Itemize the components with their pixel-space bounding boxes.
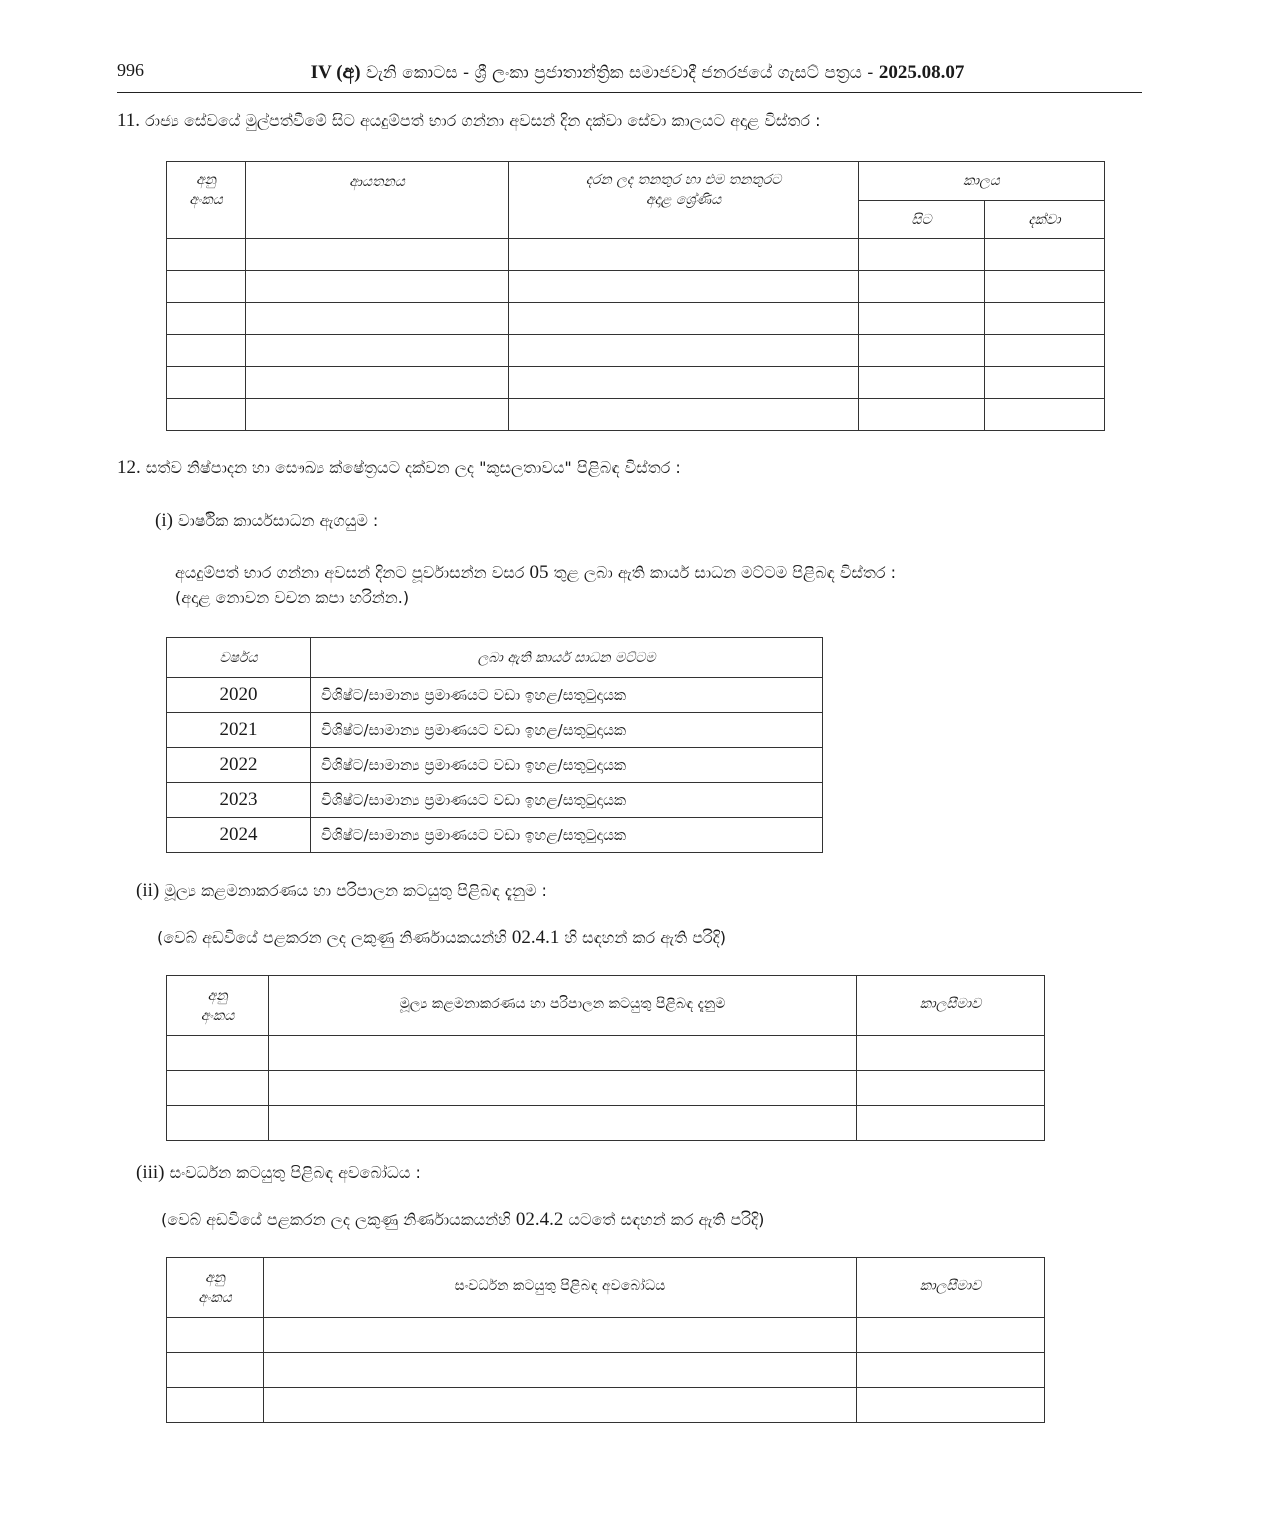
part-ii-title: මූල්‍ය කළමනාකරණය හා පරිපාලන කටයුතු පිළිබඳ දැනුම :	[164, 881, 547, 900]
table-cell	[509, 399, 859, 431]
table-row	[167, 713, 823, 748]
table-cell	[269, 1071, 857, 1106]
section-11-number: 11.	[117, 110, 141, 131]
financial-col-serial-line2: අංකය	[200, 1007, 235, 1024]
development-col-time: කාලසීමාව	[857, 1258, 1045, 1318]
section-12-text: සත්ව නිෂ්පාදන හා සෞඛ්‍ය ක්ෂේත්‍රයට දක්වන ලද "කුසලතාවය" පිළිබඳ විස්තර :	[145, 458, 681, 477]
table-row	[167, 818, 823, 853]
financial-col-serial	[167, 976, 269, 1036]
performance-level: විශිෂ්ට/සාමාන්‍ය ප්‍රමාණයට වඩා ඉහළ/සතුටුදායක	[311, 678, 823, 713]
table-cell	[509, 303, 859, 335]
service-col-institution: ආයතනය	[246, 162, 509, 239]
header-rule	[117, 92, 1142, 93]
table-cell	[246, 367, 509, 399]
part-ii-note	[157, 927, 726, 949]
table-cell	[246, 399, 509, 431]
part-ii-heading	[136, 880, 547, 902]
table-cell	[857, 1106, 1045, 1141]
table-row	[167, 678, 823, 713]
part-ii-label: (ii)	[136, 880, 160, 901]
table-cell	[264, 1318, 857, 1353]
service-col-position	[509, 162, 859, 239]
financial-knowledge-table	[166, 975, 1045, 1141]
table-cell	[857, 1318, 1045, 1353]
service-history-table	[166, 161, 1105, 431]
development-col-serial-line1: අනු	[205, 1269, 225, 1286]
page-number: 996	[117, 60, 144, 80]
financial-col-time: කාලසීමාව	[857, 976, 1045, 1036]
table-cell	[167, 1106, 269, 1141]
development-col-serial	[167, 1258, 264, 1318]
development-table	[166, 1257, 1045, 1423]
table-cell	[167, 1353, 264, 1388]
performance-year: 2022	[167, 748, 311, 783]
performance-year: 2021	[167, 713, 311, 748]
table-cell	[985, 399, 1105, 431]
header-part: IV (අ)	[310, 62, 361, 83]
part-iii-note-post: යටතේ සඳහන් කර ඇති පරිදි)	[568, 1210, 765, 1229]
table-cell	[985, 271, 1105, 303]
performance-level: විශිෂ්ට/සාමාන්‍ය ප්‍රමාණයට වඩා ඉහළ/සතුටුදායක	[311, 748, 823, 783]
development-col-serial-line2: අංකය	[198, 1289, 232, 1306]
part-i-desc-pre: අයදුම්පත් භාර ගන්නා අවසන් දිනට පූර්වාසන්න වසර	[175, 563, 525, 582]
table-cell	[985, 239, 1105, 271]
table-cell	[246, 271, 509, 303]
financial-col-serial-line1: අනු	[207, 987, 228, 1004]
part-i-note: (අදාළ නොවන වචන කපා හරින්න.)	[175, 588, 410, 607]
performance-level: විශිෂ්ට/සාමාන්‍ය ප්‍රමාණයට වඩා ඉහළ/සතුටුදායක	[311, 783, 823, 818]
service-col-to: දක්වා	[985, 201, 1105, 239]
part-i-title: වාර්ෂික කාර්යසාධන ඇගයුම :	[178, 511, 379, 530]
section-11-text: රාජ්‍ය සේවයේ මුල්පත්වීමේ සිට අයදුම්පත් භාර ගන්නා අවසන් දින දක්වා සේවා කාලයට අදාළ විස්තර :	[145, 111, 821, 130]
table-row	[167, 239, 1105, 271]
table-cell	[167, 1388, 264, 1423]
table-cell	[167, 303, 246, 335]
development-table-header-row	[167, 1258, 1045, 1318]
table-cell	[167, 271, 246, 303]
table-cell	[985, 335, 1105, 367]
header-date: 2025.08.07	[878, 62, 965, 83]
part-ii-note-post: හි සඳහන් කර ඇති පරිදි)	[564, 928, 727, 947]
financial-table-header-row	[167, 976, 1045, 1036]
page-header	[0, 62, 1275, 84]
table-cell	[246, 335, 509, 367]
table-cell	[167, 1071, 269, 1106]
table-cell	[859, 303, 985, 335]
table-cell	[859, 239, 985, 271]
header-title: වැනි කොටස - ශ්‍රී ලංකා ප්‍රජාතාන්ත්‍රික සමාජවාදී ජනරජයේ ගැසට් පත්‍රය -	[365, 63, 874, 83]
table-cell	[857, 1353, 1045, 1388]
table-row	[167, 399, 1105, 431]
table-row	[167, 1318, 1045, 1353]
part-i-desc-num: 05	[529, 562, 549, 583]
table-cell	[264, 1388, 857, 1423]
table-cell	[859, 271, 985, 303]
performance-table-header-row	[167, 638, 823, 678]
table-row	[167, 1106, 1045, 1141]
table-cell	[509, 367, 859, 399]
performance-table	[166, 637, 823, 853]
service-col-serial-line1: අනු	[196, 172, 216, 188]
table-cell	[857, 1036, 1045, 1071]
financial-col-desc: මූල්‍ය කළමනාකරණය හා පරිපාලන කටයුතු පිළිබඳ දැනුම	[269, 976, 857, 1036]
table-cell	[859, 399, 985, 431]
table-cell	[167, 239, 246, 271]
performance-level: විශිෂ්ට/සාමාන්‍ය ප්‍රමාණයට වඩා ඉහළ/සතුටුදායක	[311, 713, 823, 748]
table-cell	[857, 1071, 1045, 1106]
part-ii-note-pre: (වෙබ් අඩවියේ පළකරන ලද ලකුණු නිර්ණායකයන්හි	[157, 928, 507, 947]
table-cell	[509, 271, 859, 303]
service-col-position-line2: අදාළ ශ්‍රේණිය	[645, 192, 722, 208]
table-cell	[167, 1318, 264, 1353]
table-row	[167, 783, 823, 818]
part-i-description	[175, 562, 896, 584]
part-iii-note-num: 02.4.2	[515, 1209, 564, 1230]
part-ii-note-num: 02.4.1	[511, 927, 560, 948]
part-iii-note	[161, 1209, 764, 1231]
table-cell	[859, 367, 985, 399]
section-12-heading	[117, 457, 681, 479]
table-row	[167, 335, 1105, 367]
table-cell	[167, 367, 246, 399]
performance-col-level: ලබා ඇති කාර්ය සාධන මට්ටම	[311, 638, 823, 678]
part-iii-note-pre: (වෙබ් අඩවියේ පළකරන ලද ලකුණු නිර්ණායකයන්හි	[161, 1210, 511, 1229]
part-i-heading	[155, 510, 378, 532]
section-12-number: 12.	[117, 457, 141, 478]
table-cell	[167, 1036, 269, 1071]
table-row	[167, 1353, 1045, 1388]
part-iii-heading	[136, 1162, 421, 1184]
table-cell	[167, 399, 246, 431]
table-cell	[985, 303, 1105, 335]
performance-year: 2023	[167, 783, 311, 818]
table-cell	[246, 303, 509, 335]
part-iii-label: (iii)	[136, 1162, 165, 1183]
table-row	[167, 1036, 1045, 1071]
table-cell	[246, 239, 509, 271]
table-cell	[269, 1106, 857, 1141]
development-col-desc: සංවර්ධන කටයුතු පිළිබඳ අවබෝධය	[264, 1258, 857, 1318]
performance-year: 2024	[167, 818, 311, 853]
table-row	[167, 367, 1105, 399]
table-cell	[269, 1036, 857, 1071]
table-cell	[264, 1353, 857, 1388]
table-cell	[985, 367, 1105, 399]
part-i-label: (i)	[155, 510, 173, 531]
performance-level: විශිෂ්ට/සාමාන්‍ය ප්‍රමාණයට වඩා ඉහළ/සතුටුදායක	[311, 818, 823, 853]
table-row	[167, 1071, 1045, 1106]
table-row	[167, 748, 823, 783]
service-col-from: සිට	[859, 201, 985, 239]
table-cell	[857, 1388, 1045, 1423]
service-table-header-row	[167, 162, 1105, 201]
service-col-serial	[167, 162, 246, 239]
table-row	[167, 1388, 1045, 1423]
table-cell	[509, 335, 859, 367]
table-cell	[509, 239, 859, 271]
table-cell	[167, 335, 246, 367]
service-col-period: කාලය	[859, 162, 1105, 201]
section-11-heading	[117, 110, 821, 132]
service-col-position-line1: දරන ලද තනතුර හා එම තනතුරට	[585, 172, 782, 188]
table-row	[167, 303, 1105, 335]
performance-col-year: වර්ෂය	[167, 638, 311, 678]
table-row	[167, 271, 1105, 303]
part-iii-title: සංවර්ධන කටයුතු පිළිබඳ අවබෝධය :	[169, 1163, 421, 1182]
performance-year: 2020	[167, 678, 311, 713]
part-i-desc-post: තුළ ලබා ඇති කාර්ය සාධන මට්ටම පිළිබඳ විස්තර :	[553, 563, 897, 582]
service-col-serial-line2: අංකය	[189, 192, 223, 208]
table-cell	[859, 335, 985, 367]
